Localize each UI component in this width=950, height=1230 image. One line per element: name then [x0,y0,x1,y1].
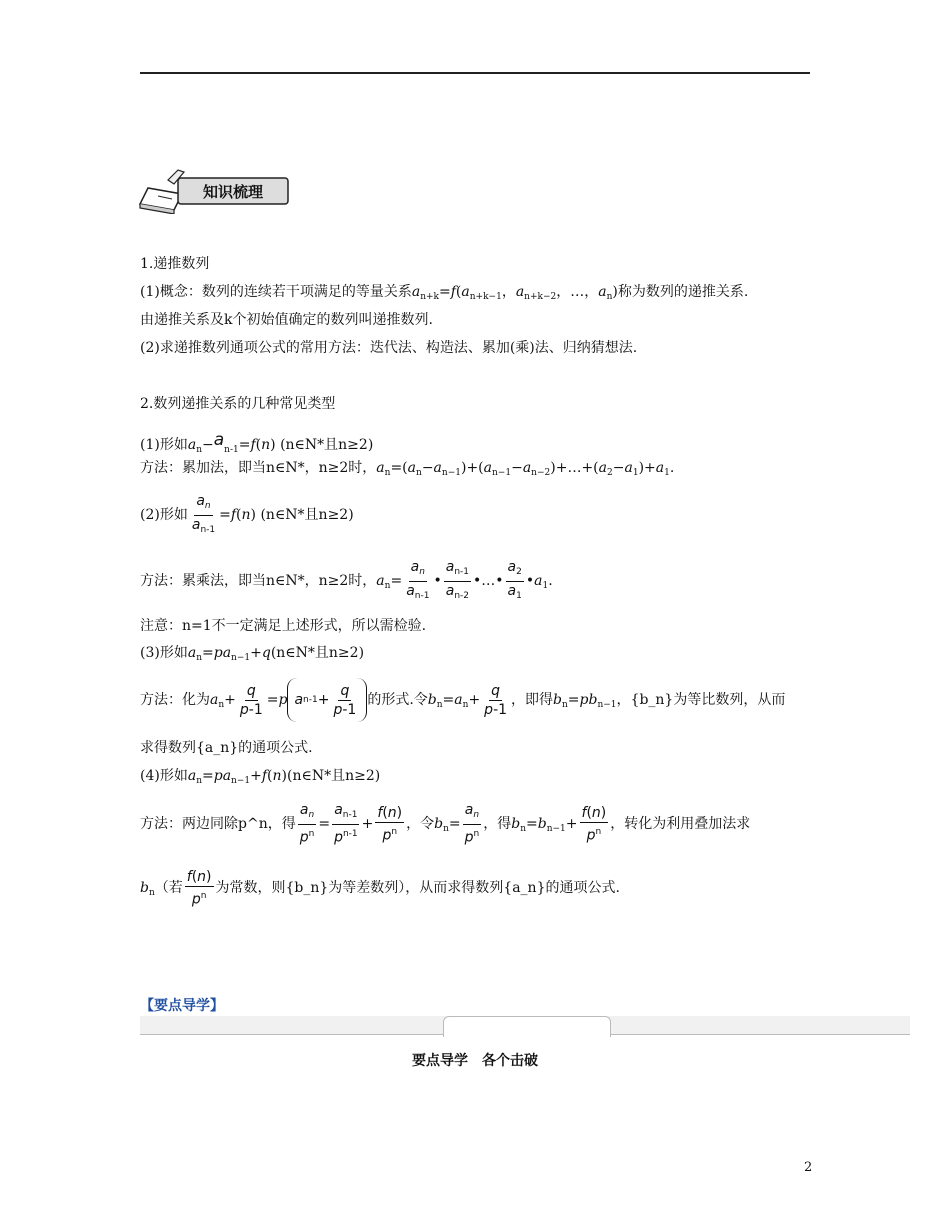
tab-title: 要点导学 各个击破 [412,1053,538,1069]
key-points-tag: 【要点导学】 [140,998,224,1014]
type2-method: 方法：累乘法，即当n∈N*，n≥2时，$a_n=$ $\frac{a_n}{a_{n-1}}$ • $\frac{a_{n-1}}{a_{n-2}}$ •…• $\frac{a_2}{a_1}$ $•a_1$. [140,558,553,601]
concept-line: (1)概念：数列的连续若干项满足的等量关系$a_{n+k}=f(a_{n+k-1}$，$a_{n+k-2}$，…，$a_n$)称为数列的递推关系. [140,284,749,302]
type3-line2: 求得数列{a_n}的通项公式. [140,740,313,756]
header-rule [140,72,810,74]
badge-title: 知识梳理 [202,183,264,201]
page-number: 2 [804,1160,813,1175]
type3-line: (3)形如$a_n=pa_{n-1}+q(n\in N*$且n≥2) [140,645,365,663]
type4-line2: $b_n$（若 $\frac{f(n)}{p^n}$ 为常数，则{b_n}为等差数列），从而求得数列{a_n}的通项公式. [140,868,620,908]
type2-line: (2)形如 $\frac{a_n}{a_{n-1}}$ =f(n) (n∈N*且n≥2) [140,492,354,535]
note-line: 注意：n=1不一定满足上述形式，所以需检验. [140,618,427,634]
type1-method: 方法：累加法，即当n∈N*，n≥2时，$a_n=(a_n-a_{n-1})+(a_{n-1}-a_{n-2})+\dots+(a_2-a_1)+a_1$. [140,460,675,478]
section-badge [138,166,292,214]
type4-method: 方法：两边同除p^n，得 $\frac{a_n}{p^n}$ = $\frac{a_{n-1}}{p^{n-1}}$ + $\frac{f(n)}{p^n}$ ，令$b_n=$ $\frac{a_n}{p^n}$ ，得$b_n=b_{n-1}+$ $\frac{f(n)}{p^n}$ ，转化为利用叠加法求 [140,802,751,846]
type1-line: (1)形如$a_n-a_{n-1}=f(n)$ (n∈N*且n≥2) [140,430,374,455]
section1-heading: 1.递推数列 [140,256,210,272]
methods-line: (2)求递推数列通项公式的常用方法：迭代法、构造法、累加(乘)法、归纳猜想法. [140,340,638,356]
type3-method: 方法：化为$a_n+$ $\frac{q}{p-1}$ =p a n-1 + $\frac{q}{p-1}$ 的形式.令$b_n=a_n+$ $\frac{q}{p-1}$ ，即得$b_n=pb_{n-1}$，{b_n}为等比数列，从而 [140,672,785,728]
concept-line-2: 由递推关系及k个初始值确定的数列叫递推数列. [140,312,433,328]
tab-key-points[interactable] [443,1016,611,1037]
type4-line: (4)形如$a_n=pa_{n-1}+f(n)(n\in N*$且n≥2) [140,768,381,786]
section2-heading: 2.数列递推关系的几种常见类型 [140,396,336,412]
